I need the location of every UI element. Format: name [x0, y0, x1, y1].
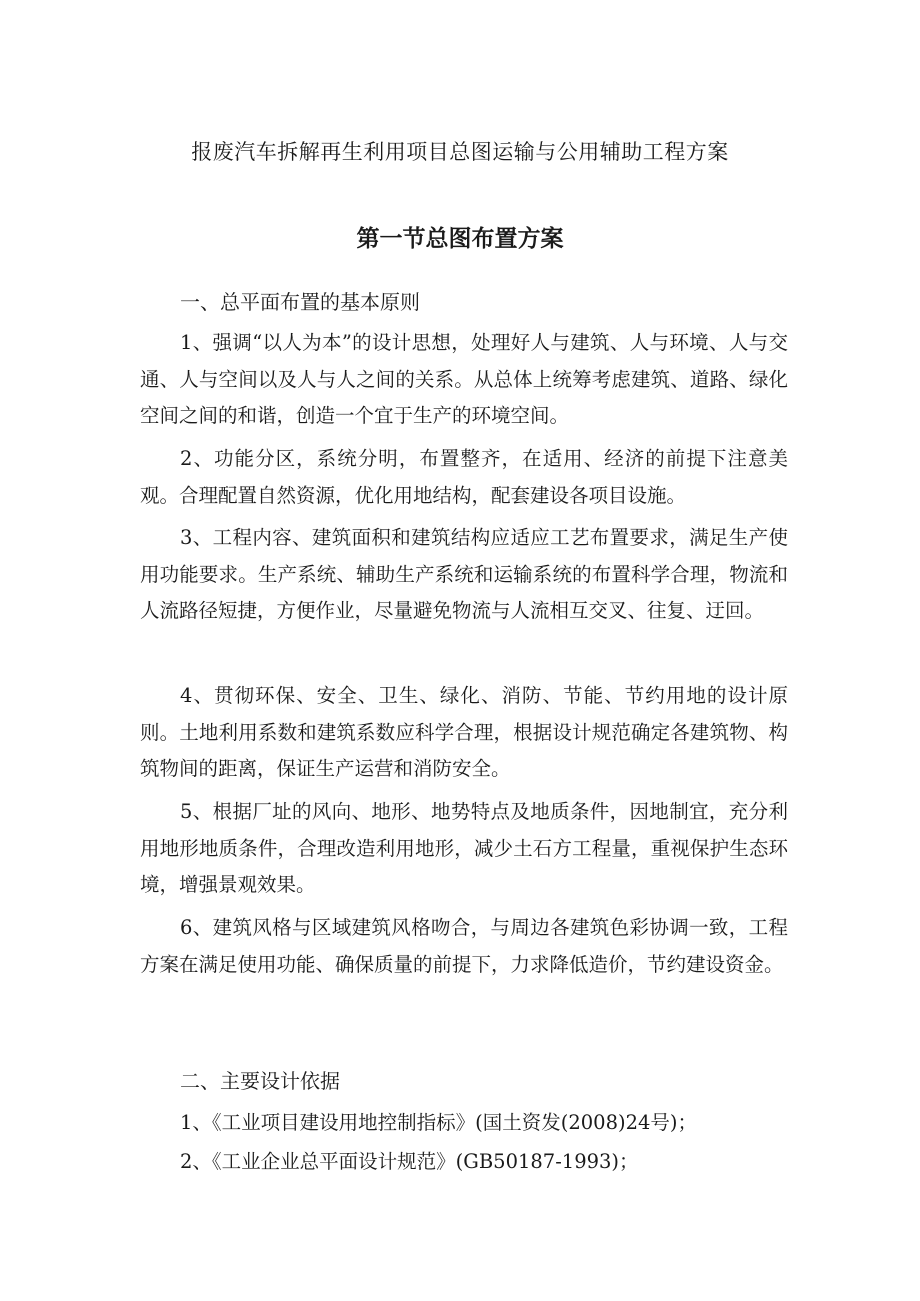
principle-paragraph-6: [140, 910, 788, 983]
section-title: 第一节总图布置方案: [356, 226, 564, 252]
paragraph-text: 1、强调“以人为本”的设计思想，处理好人与建筑、人与环境、人与交通、人与空间以及人与人之间的关系。从总体上统筹考虑建筑、道路、绿化空间之间的和谐，创造一个宜于生产的环境空间。: [140, 331, 788, 427]
paragraph-text: 3、工程内容、建筑面积和建筑结构应适应工艺布置要求，满足生产使用功能要求。生产系统、辅助生产系统和运输系统的布置科学合理，物流和人流路径短捷，方便作业，尽量避免物流与人流相互交叉、往复、迂回。: [140, 526, 788, 622]
design-basis-heading: 二、主要设计依据: [180, 1069, 340, 1093]
principle-paragraph-4: [140, 678, 788, 788]
design-basis-item-2: 2、《工业企业总平面设计规范》(GB50187-1993)；: [180, 1150, 639, 1173]
principle-paragraph-2: [140, 441, 788, 514]
paragraph-text: 5、根据厂址的风向、地形、地势特点及地质条件，因地制宜，充分利用地形地质条件，合理改造利用地形，减少土石方工程量，重视保护生态环境，增强景观效果。: [140, 800, 788, 896]
paragraph-text: 4、贯彻环保、安全、卫生、绿化、消防、节能、节约用地的设计原则。土地利用系数和建筑系数应科学合理，根据设计规范确定各建筑物、构筑物间的距离，保证生产运营和消防安全。: [140, 684, 788, 780]
document-title: 报废汽车拆解再生利用项目总图运输与公用辅助工程方案: [191, 140, 729, 164]
paragraph-text: 6、建筑风格与区域建筑风格吻合，与周边各建筑色彩协调一致，工程方案在满足使用功能、确保质量的前提下，力求降低造价，节约建设资金。: [140, 916, 788, 976]
principle-paragraph-1: [140, 325, 788, 435]
paragraph-text: 2、功能分区，系统分明，布置整齐，在适用、经济的前提下注意美观。合理配置自然资源，优化用地结构，配套建设各项目设施。: [140, 447, 788, 507]
principles-heading: 一、总平面布置的基本原则: [180, 290, 420, 314]
principle-paragraph-5: [140, 794, 788, 904]
design-basis-item-1: 1、《工业项目建设用地控制指标》(国土资发(2008)24号)；: [180, 1111, 698, 1134]
principle-paragraph-3: [140, 520, 788, 630]
